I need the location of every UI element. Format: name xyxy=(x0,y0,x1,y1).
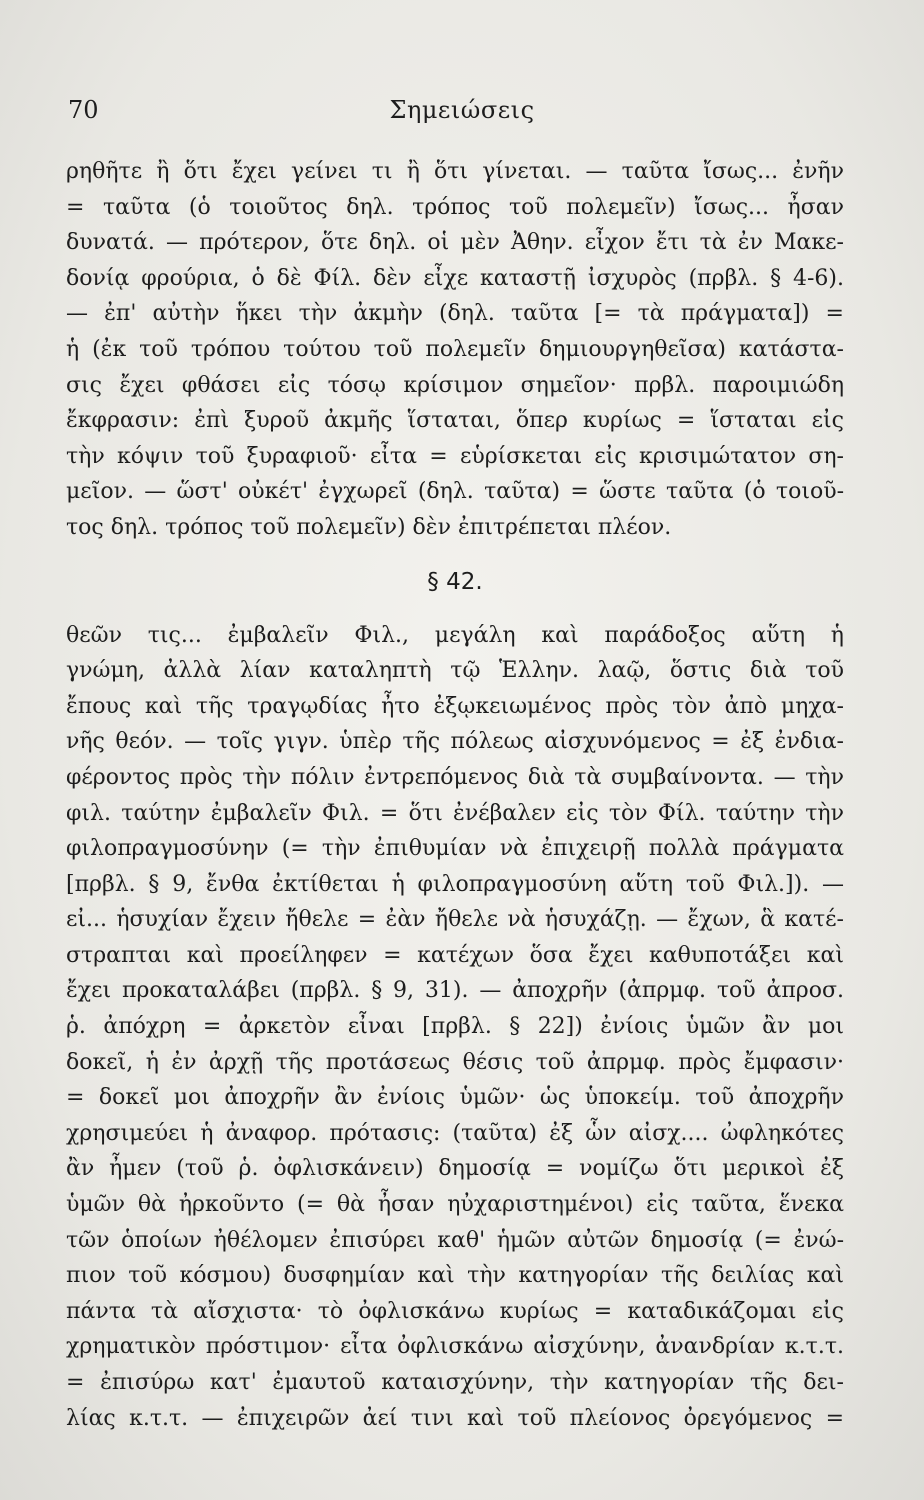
text-line: τῶν ὁποίων ἠθέλομεν ἐπισύρει καθ' ἡμῶν αὐτῶν δημοσίᾳ (= ἐνώ- xyxy=(66,1227,844,1253)
text-line: εἰ... ἡσυχίαν ἔχειν ἤθελε = ἐὰν ἤθελε νὰ ἡσυχάζῃ. — ἔχων, ἃ κατέ- xyxy=(66,907,844,933)
text-line: ἔκφρασιν: ἐπὶ ξυροῦ ἀκμῆς ἵσταται, ὅπερ κυρίως = ἵσταται εἰς xyxy=(66,408,844,434)
text-line: τος δηλ. τρόπος τοῦ πολεμεῖν) δὲν ἐπιτρέπεται πλέον. xyxy=(66,514,672,540)
text-line: = δοκεῖ μοι ἀποχρῆν ἂν ἐνίοις ὑμῶν· ὡς ὑποκείμ. τοῦ ἀποχρῆν xyxy=(66,1085,844,1111)
text-line: νῆς θεόν. — τοῖς γιγν. ὑπὲρ τῆς πόλεως αἰσχυνόμενος = ἐξ ἐνδια- xyxy=(66,729,844,755)
text-line: = ταῦτα (ὁ τοιοῦτος δηλ. τρόπος τοῦ πολεμεῖν) ἴσως... ἦσαν xyxy=(66,194,844,220)
text-line: πάντα τὰ αἴσχιστα· τὸ ὀφλισκάνω κυρίως = καταδικάζομαι εἰς xyxy=(66,1298,844,1324)
page-number: 70 xyxy=(68,96,99,124)
text-line: ὑμῶν θὰ ἠρκοῦντο (= θὰ ἦσαν ηὐχαριστημένοι) εἰς ταῦτα, ἕνεκα xyxy=(66,1192,844,1218)
text-line: ἔχει προκαταλάβει (πρβλ. § 9, 31). — ἀποχρῆν (ἀπρμφ. τοῦ ἀπροσ. xyxy=(66,978,844,1004)
text-line: χρηματικὸν πρόστιμον· εἶτα ὀφλισκάνω αἰσχύνην, ἀνανδρίαν κ.τ.τ. xyxy=(66,1334,844,1360)
text-line: ἔπους καὶ τῆς τραγῳδίας ἦτο ἐξῳκειωμένος πρὸς τὸν ἀπὸ μηχα- xyxy=(66,693,844,719)
text-line: δυνατά. — πρότερον, ὅτε δηλ. οἱ μὲν Ἀθην. εἶχον ἔτι τὰ ἐν Μακε- xyxy=(66,230,844,256)
text-line: — ἐπ' αὐτὴν ἥκει τὴν ἀκμὴν (δηλ. ταῦτα [= τὰ πράγματα]) = xyxy=(66,301,844,327)
running-title: Σημειώσεις xyxy=(389,96,535,124)
text-line: γνώμη, ἀλλὰ λίαν καταληπτὴ τῷ Ἑλλην. λαῷ, ὅστις διὰ τοῦ xyxy=(66,658,844,684)
text-line: πιον τοῦ κόσμου) δυσφημίαν καὶ τὴν κατηγορίαν τῆς δειλίας καὶ xyxy=(66,1263,844,1289)
text-line: σις ἔχει φθάσει εἰς τόσῳ κρίσιμον σημεῖον· πρβλ. παροιμιώδη xyxy=(66,372,844,398)
text-line: στραπται καὶ προείληφεν = κατέχων ὅσα ἔχει καθυποτάξει καὶ xyxy=(66,942,844,968)
text-line: ἡ (ἐκ τοῦ τρόπου τούτου τοῦ πολεμεῖν δημιουργηθεῖσα) κατάστα- xyxy=(66,336,844,362)
text-line: [πρβλ. § 9, ἔνθα ἐκτίθεται ἡ φιλοπραγμοσύνη αὕτη τοῦ Φιλ.]). — xyxy=(66,871,844,897)
text-line: φιλοπραγμοσύνην (= τὴν ἐπιθυμίαν νὰ ἐπιχειρῇ πολλὰ πράγματα xyxy=(66,836,844,862)
section-heading: § 42. xyxy=(427,568,483,595)
page-header xyxy=(0,96,924,136)
text-line: δονίᾳ φρούρια, ὁ δὲ Φίλ. δὲν εἶχε καταστῇ ἰσχυρὸς (πρβλ. § 4-6). xyxy=(66,265,844,291)
text-line: = ἐπισύρω κατ' ἐμαυτοῦ καταισχύνην, τὴν κατηγορίαν τῆς δει- xyxy=(66,1370,844,1395)
text-line: ῥ. ἀπόχρη = ἀρκετὸν εἶναι [πρβλ. § 22]) ἐνίοις ὑμῶν ἂν μοι xyxy=(66,1014,844,1040)
text-line: θεῶν τις... ἐμβαλεῖν Φιλ., μεγάλη καὶ παράδοξος αὕτη ἡ xyxy=(66,622,844,648)
paragraph-1 xyxy=(66,154,844,546)
page-body xyxy=(66,154,844,1436)
text-line: φέροντος πρὸς τὴν πόλιν ἐντρεπόμενος διὰ τὰ συμβαίνοντα. — τὴν xyxy=(66,764,844,790)
text-line: τὴν κόψιν τοῦ ξυραφιοῦ· εἶτα = εὑρίσκεται εἰς κρισιμώτατον ση- xyxy=(66,443,844,469)
text-line: λίας κ.τ.τ. — ἐπιχειρῶν ἀεί τινι καὶ τοῦ πλείονος ὀρεγόμενος = xyxy=(66,1405,844,1431)
text-line: χρησιμεύει ἡ ἀναφορ. πρότασις: (ταῦτα) ἐξ ὧν αἰσχ.... ὠφληκότες xyxy=(66,1120,844,1146)
text-line: ἂν ἦμεν (τοῦ ῥ. ὀφλισκάνειν) δημοσίᾳ = νομίζω ὅτι μερικοὶ ἐξ xyxy=(66,1156,844,1182)
text-line: δοκεῖ, ἡ ἐν ἀρχῇ τῆς προτάσεως θέσις τοῦ ἀπρμφ. πρὸς ἔμφασιν· xyxy=(66,1049,844,1075)
text-line: ρηθῆτε ἢ ὅτι ἔχει γείνει τι ἢ ὅτι γίνεται. — ταῦτα ἴσως... ἐνῆν xyxy=(66,159,844,184)
paragraph-2 xyxy=(66,618,844,1437)
text-line: φιλ. ταύτην ἐμβαλεῖν Φιλ. = ὅτι ἐνέβαλεν εἰς τὸν Φίλ. ταύτην τὴν xyxy=(66,800,844,826)
text-line: μεῖον. — ὥστ' οὐκέτ' ἐγχωρεῖ (δηλ. ταῦτα) = ὥστε ταῦτα (ὁ τοιοῦ- xyxy=(66,479,844,505)
